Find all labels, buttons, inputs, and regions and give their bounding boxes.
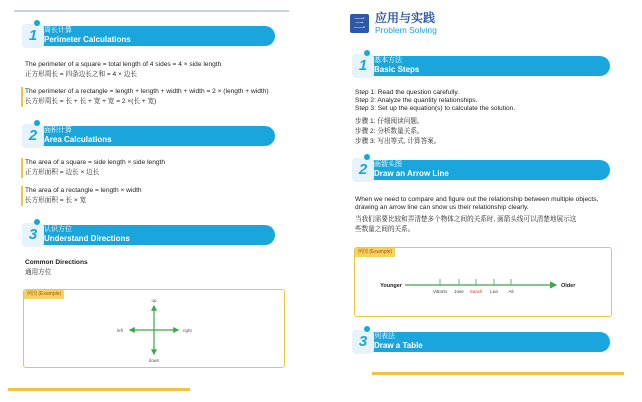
section-basic-steps <box>352 54 610 76</box>
section-title-en: Draw a Table <box>374 341 423 350</box>
step-1-zh: 步骤 1: 仔细阅读问题。 <box>355 118 424 125</box>
arrow-desc-zh-1: 当我们需要比较和弄清楚多个物体之间的关系时, 画箭头线可以清楚地展示这 <box>355 216 577 223</box>
arrow-ticks <box>433 279 514 294</box>
bottom-accent-left <box>8 388 190 391</box>
name-label-4: Ali <box>508 289 514 294</box>
section-directions <box>22 223 275 245</box>
label-older: Older <box>561 283 576 289</box>
name-label-2: Sarah <box>469 289 483 294</box>
chapter-title-zh: 应用与实践 <box>375 11 436 25</box>
section-title-en: Basic Steps <box>374 65 420 74</box>
common-directions-zh: 通用方位 <box>25 269 52 276</box>
highlight-rule <box>21 87 23 107</box>
area-rect-zh: 长方形面积 = 长 × 宽 <box>25 197 87 204</box>
step-2-zh: 步骤 2: 分析数量关系。 <box>355 128 424 135</box>
example-box-compass <box>23 289 285 368</box>
section-number: 1 <box>22 24 44 48</box>
pin-icon <box>364 326 370 332</box>
pin-icon <box>34 20 40 26</box>
compass-diagram <box>24 290 284 367</box>
section-number: 1 <box>352 54 374 78</box>
pin-icon <box>364 50 370 56</box>
label-right: right <box>183 328 192 333</box>
step-3-en: Step 3: Set up the equation(s) to calculate the solution. <box>355 105 516 112</box>
section-title-en: Draw an Arrow Line <box>374 169 449 178</box>
section-area <box>22 124 275 146</box>
chapter-icon: 三 <box>350 14 369 33</box>
perimeter-square-zh: 正方形周长 = 四条边长之和 = 4 × 边长 <box>25 71 137 78</box>
bottom-accent-right <box>372 372 624 375</box>
section-number: 2 <box>22 124 44 148</box>
perimeter-square-en: The perimeter of a square = total length of 4 sides = 4 × side length <box>25 61 222 68</box>
pin-icon <box>34 219 40 225</box>
name-label-1: Jose <box>454 289 464 294</box>
section-title-zh: 周长计算 <box>44 27 72 34</box>
section-title-zh: 画箭头图 <box>374 161 402 168</box>
chapter-title-en: Problem Solving <box>375 25 437 35</box>
highlight-rule <box>21 158 23 178</box>
area-square-en: The area of a square = side length × side length <box>25 159 166 166</box>
arrow-line-diagram <box>355 248 611 316</box>
section-title-zh: 列表法 <box>374 333 395 340</box>
arrow-desc-en-2: drawing an arrow line can show us their relationship clearly. <box>355 204 529 211</box>
section-title-en: Area Calculations <box>44 135 112 144</box>
section-number: 3 <box>22 223 44 247</box>
label-down: down <box>148 358 160 363</box>
label-younger: Younger <box>380 283 402 289</box>
perimeter-rect-zh: 长方形周长 = 长 + 长 + 宽 + 宽 = 2 ×(长 + 宽) <box>25 98 157 105</box>
section-table <box>352 330 610 352</box>
section-title-zh: 基本方法 <box>374 57 402 64</box>
pin-icon <box>34 120 40 126</box>
arrow-desc-en-1: When we need to compare and figure out the relationship between multiple objects, <box>355 196 599 203</box>
step-3-zh: 步骤 3: 写出等式, 计算答案。 <box>355 138 441 145</box>
section-perimeter <box>22 24 275 46</box>
section-number: 3 <box>352 330 374 354</box>
label-left: left <box>116 328 123 333</box>
arrow-desc-zh-2: 些数量之间的关系。 <box>355 226 415 233</box>
section-number: 2 <box>352 158 374 182</box>
section-arrow-line <box>352 158 610 180</box>
section-title-zh: 认识方位 <box>44 226 72 233</box>
section-title-zh: 面积计算 <box>44 127 72 134</box>
name-label-0: Vittorio <box>432 289 448 294</box>
example-tag: 例图 (Example) <box>24 290 64 299</box>
top-rule <box>14 10 289 12</box>
step-2-en: Step 2: Analyze the quantity relationships. <box>355 97 478 104</box>
example-tag: 例图 (Example) <box>355 248 395 257</box>
name-label-3: Lea <box>490 289 498 294</box>
label-up: up <box>151 298 157 303</box>
section-title-en: Understand Directions <box>44 234 130 243</box>
pin-icon <box>364 154 370 160</box>
area-rect-en: The area of a rectangle = length × width <box>25 187 142 194</box>
common-directions-en: Common Directions <box>25 259 88 266</box>
highlight-rule <box>21 186 23 206</box>
example-box-arrow-line <box>354 247 612 317</box>
area-square-zh: 正方形面积 = 边长 × 边长 <box>25 169 100 176</box>
section-title-en: Perimeter Calculations <box>44 35 131 44</box>
perimeter-rect-en: The perimeter of a rectangle = length + length + width + width = 2 × (length + width) <box>25 88 269 95</box>
step-1-en: Step 1: Read the question carefully. <box>355 89 459 96</box>
